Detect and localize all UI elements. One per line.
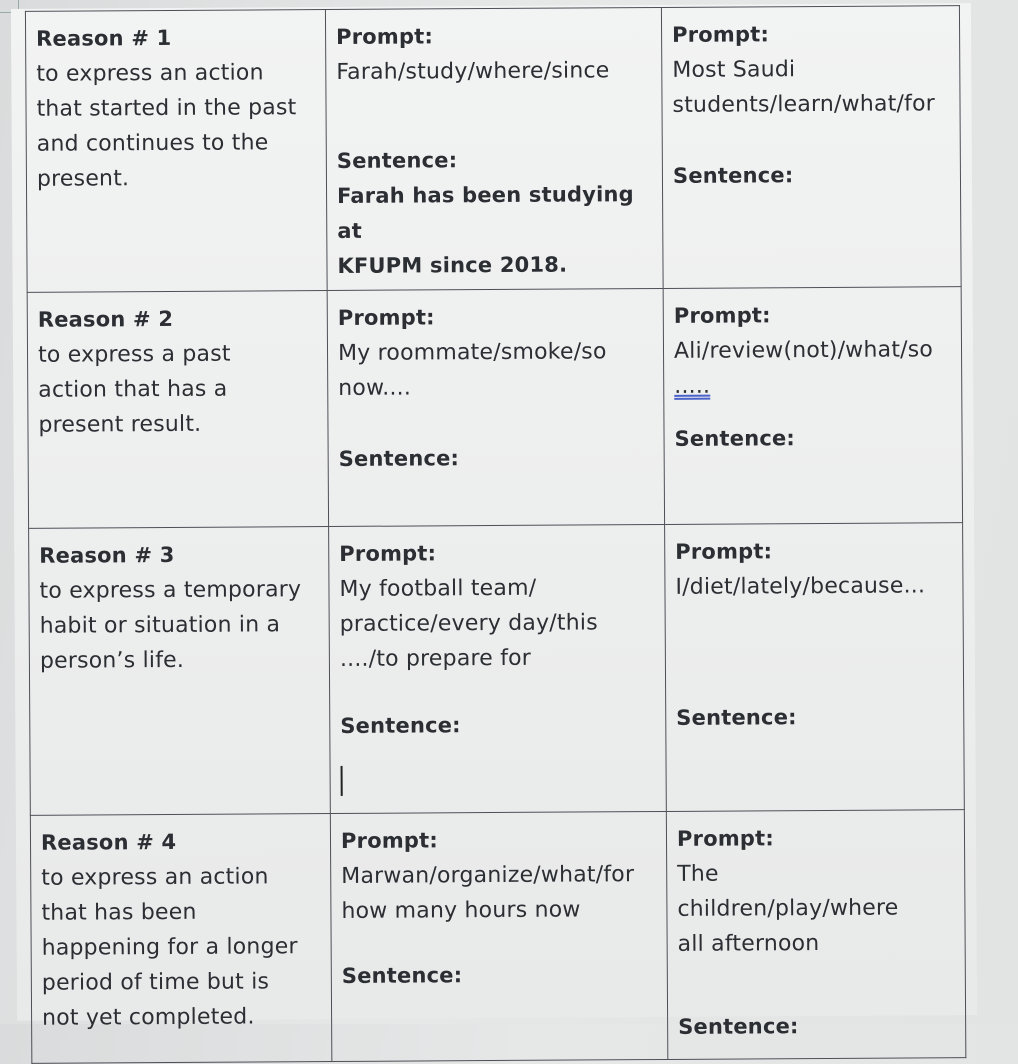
reason-line: that started in the past [36,95,297,122]
reason-line: to express an action [41,864,269,891]
reason-cell-1[interactable] [25,10,327,293]
table-row-3 [29,523,965,816]
reason-line: habit or situation in a [39,612,281,639]
sentence-label: Sentence: [672,163,794,188]
reason-line: to express a temporary [39,577,302,604]
prompt-text: I/diet/lately/because... [675,573,926,600]
reason-title: Reason # 4 [40,829,177,855]
sentence-label: Sentence: [676,705,797,730]
table-row-1 [25,6,961,293]
prompt-text: The [677,861,719,887]
prompt-cell-4b[interactable] [666,810,966,1060]
prompt-label: Prompt: [336,24,434,49]
prompt-text-ellipsis: ..... [674,373,711,399]
worksheet-table [25,5,966,1064]
sentence-label: Sentence: [338,446,460,471]
prompt-text: Marwan/organize/what/for [341,862,635,889]
reason-title: Reason # 3 [39,542,175,568]
reason-line: to express an action [36,60,264,87]
prompt-text: practice/every day/this [339,610,598,637]
document-page [11,3,977,1039]
sentence-text: Farah has been studying at [336,182,634,243]
prompt-cell-2a[interactable] [327,288,664,526]
prompt-cell-2b[interactable] [663,287,962,525]
sentence-label: Sentence: [674,426,796,451]
prompt-text: students/learn/what/for [672,91,936,118]
sentence-label: Sentence: [336,148,458,173]
prompt-label: Prompt: [340,828,439,853]
prompt-label: Prompt: [673,303,771,328]
sentence-text: KFUPM since 2018. [337,252,568,278]
prompt-cell-3b[interactable] [665,523,965,812]
reason-line: person’s life. [39,647,185,674]
prompt-label: Prompt: [337,305,435,330]
prompt-label: Prompt: [675,539,773,564]
reason-line: that has been [41,899,197,926]
prompt-text: all afternoon [677,931,820,957]
prompt-text: children/play/where [677,895,899,922]
reason-line: present result. [38,411,202,438]
prompt-cell-1b[interactable] [661,6,961,289]
prompt-text: My roommate/smoke/so [337,339,607,366]
prompt-cell-3a[interactable] [329,524,667,813]
prompt-label: Prompt: [672,22,770,47]
reason-line: action that has a [38,376,228,403]
reason-line: to express a past [37,341,231,368]
text-cursor [341,766,343,796]
prompt-text: now.... [338,375,412,401]
reason-title: Reason # 1 [36,25,172,51]
prompt-text: how many hours now [341,897,581,924]
prompt-text: ..../to prepare for [339,645,532,672]
prompt-label: Prompt: [676,826,775,851]
prompt-text: Ali/review(not)/what/so [673,337,934,364]
reason-title: Reason # 2 [37,306,174,332]
sentence-label: Sentence: [678,1014,799,1039]
reason-line: present. [36,166,130,192]
prompt-text: Most Saudi [672,57,796,83]
sentence-label: Sentence: [341,963,463,988]
prompt-text: My football team/ [339,575,537,602]
reason-line: happening for a longer [41,934,298,961]
reason-line: and continues to the [36,130,269,157]
reason-cell-2[interactable] [27,291,328,529]
sentence-label: Sentence: [340,713,461,738]
table-row-2 [27,287,962,529]
reason-cell-3[interactable] [29,527,331,816]
prompt-text: Farah/study/where/since [336,58,610,85]
reason-line: period of time but is [41,969,270,996]
table-row-4 [30,810,965,1064]
prompt-label: Prompt: [339,541,437,566]
reason-cell-4[interactable] [30,814,332,1064]
reason-line: not yet completed. [42,1004,255,1031]
prompt-cell-1a[interactable] [325,7,663,290]
